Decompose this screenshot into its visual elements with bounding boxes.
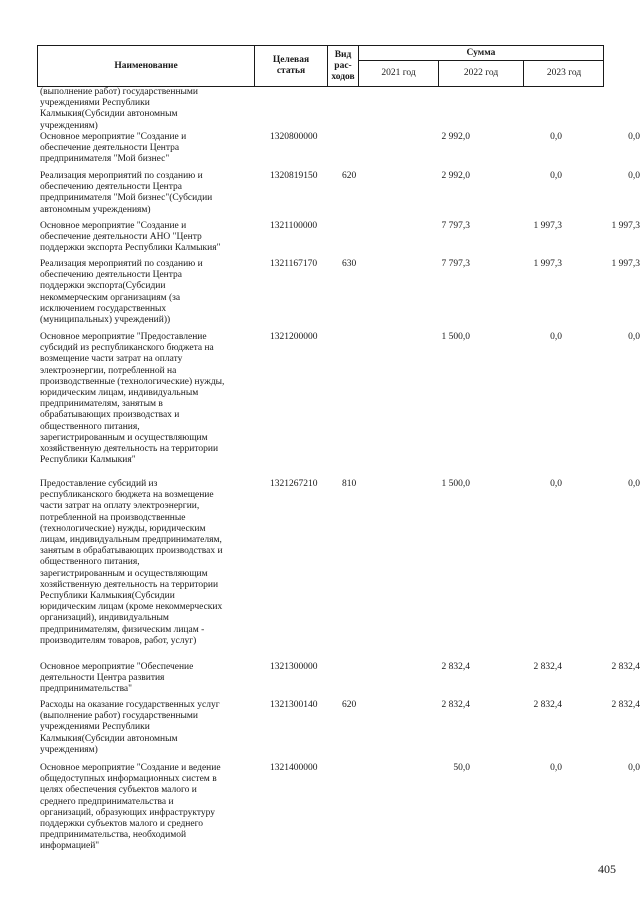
row-2022: 0,0 <box>550 763 562 773</box>
row-2023: 0,0 <box>628 479 640 489</box>
row-2022: 0,0 <box>550 171 562 181</box>
row-target-code: 1321400000 <box>270 763 318 773</box>
row-2021: 2 992,0 <box>441 171 470 181</box>
row-2021: 50,0 <box>453 763 470 773</box>
row-target-code: 1321300000 <box>270 662 318 672</box>
row-target-code: 1320800000 <box>270 132 318 142</box>
row-2021: 2 832,4 <box>441 700 470 710</box>
row-2023: 1 997,3 <box>611 221 640 231</box>
row-2021: 2 832,4 <box>441 662 470 672</box>
row-2023: 0,0 <box>628 132 640 142</box>
row-2022: 2 832,4 <box>533 662 562 672</box>
row-target-code: 1321300140 <box>270 700 318 710</box>
header-2021: 2021 год <box>381 68 416 78</box>
row-2022: 1 997,3 <box>533 259 562 269</box>
row-expense-type: 620 <box>342 700 357 710</box>
row-expense-type: 810 <box>342 479 357 489</box>
row-2023: 0,0 <box>628 763 640 773</box>
row-name: (выполнение работ) государственными учреждениями Республики Калмыкия(Субсидии автономным учреждениям) <box>40 87 199 131</box>
header-2023: 2023 год <box>546 68 582 78</box>
row-2022: 0,0 <box>550 479 562 489</box>
row-target-code: 1321200000 <box>270 332 318 342</box>
row-name: Основное мероприятие "Предоставление субсидий из республиканского бюджета на возмещение части затрат на оплату электроэнергии, потребленной на производственные (технологические) нужды, юридическим лицам, индивидуальным предпринимателям, занятым в обрабатывающих производствах и общественного питания, зарегистрированным и осуществляющим хозяйственную деятельность на территории Республики Калмыкия" <box>40 332 225 466</box>
row-2021: 7 797,3 <box>441 259 470 269</box>
row-target-code: 1321267210 <box>270 479 318 489</box>
row-2023: 0,0 <box>628 171 640 181</box>
header-name: Наименование <box>114 60 178 71</box>
row-name: Основное мероприятие "Создание и ведение общедоступных информационных систем в целях обеспечения субъектов малого и среднего предпринимательства и организаций, образующих инфраструктуру поддержки субъектов малого и среднего предпринимательства, необходимой информацией" <box>40 763 221 852</box>
row-name: Основное мероприятие "Обеспечение деятельности Центра развития предпринимательства" <box>40 662 194 695</box>
row-target-code: 1320819150 <box>270 171 318 181</box>
header-sum: Сумма <box>466 47 496 58</box>
row-2021: 7 797,3 <box>441 221 470 231</box>
row-name: Реализация мероприятий по созданию и обеспечению деятельности Центра предпринимателя "Мой бизнес"(Субсидии автономным учреждениям) <box>40 171 213 215</box>
row-2023: 1 997,3 <box>611 259 640 269</box>
row-name: Основное мероприятие "Создание и обеспечение деятельности АНО "Центр поддержки экспорта Республики Калмыкия" <box>40 221 221 254</box>
row-target-code: 1321167170 <box>270 259 318 269</box>
row-name: Основное мероприятие "Создание и обеспечение деятельности Центра предпринимателя "Мой бизнес" <box>40 132 187 165</box>
row-expense-type: 620 <box>342 171 357 181</box>
header-vid: Вид рас-ходов <box>331 49 355 82</box>
row-name: Реализация мероприятий по созданию и обеспечению деятельности Центра поддержки экспорта(Субсидии некоммерческим организациям (за исключением государственных (муниципальных) учреждений)) <box>40 259 203 326</box>
row-2023: 0,0 <box>628 332 640 342</box>
row-expense-type: 630 <box>342 259 357 269</box>
row-name: Расходы на оказание государственных услуг (выполнение работ) государственными учреждениями Республики Калмыкия(Субсидии автономным учреждениям) <box>40 700 220 755</box>
row-2022: 1 997,3 <box>533 221 562 231</box>
row-2021: 1 500,0 <box>441 479 470 489</box>
row-2021: 2 992,0 <box>441 132 470 142</box>
row-2022: 2 832,4 <box>533 700 562 710</box>
row-2023: 2 832,4 <box>611 700 640 710</box>
page-number: 405 <box>598 862 616 876</box>
row-2022: 0,0 <box>550 332 562 342</box>
row-target-code: 1321100000 <box>270 221 318 231</box>
header-target: Целевая статья <box>272 55 310 76</box>
row-2023: 2 832,4 <box>611 662 640 672</box>
row-name: Предоставление субсидий из республиканского бюджета на возмещение части затрат на оплату электроэнергии, потребленной на производственные (технологические) нужды, юридическим лицам, индивидуальным предпринимателям, занятым в обрабатывающих производствах и общественного питания, зарегистрированным и осуществляющим хозяйственную деятельность на территории Республики Калмыкия(Субсидии юридическим лицам (кроме некоммерческих организаций), индивидуальным предпринимателям, физическим лицам - производителям товаров, работ, услуг) <box>40 479 223 646</box>
row-2021: 1 500,0 <box>441 332 470 342</box>
table-header <box>37 45 604 87</box>
row-2022: 0,0 <box>550 132 562 142</box>
header-2022: 2022 год <box>463 68 499 78</box>
